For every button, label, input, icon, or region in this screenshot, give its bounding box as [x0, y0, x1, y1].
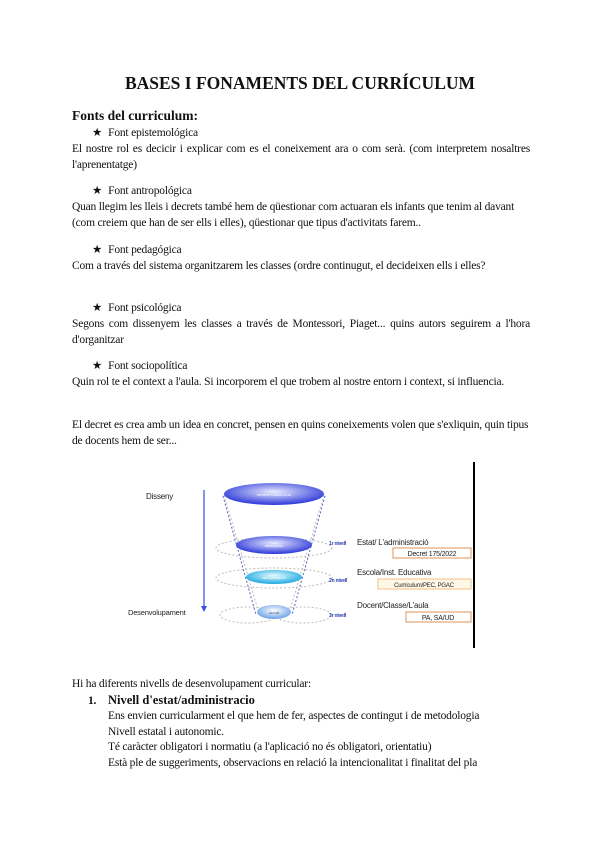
font-item — [72, 300, 530, 348]
level-line: Està ple de suggeriments, observacions en relació la intencionalitat i finalitat del pla — [108, 756, 478, 769]
section-heading: Fonts del curriculum: — [72, 108, 198, 123]
font-label-text: Font epistemológica — [108, 127, 198, 139]
level-line: Ens envien curricularment el que hem de fer, aspectes de contingut i de metodologia — [108, 710, 480, 722]
levels-list — [72, 693, 542, 772]
ellipse-label: DISSENY CURRICULAR — [256, 493, 292, 497]
list-number: 1. — [88, 694, 97, 707]
font-item — [72, 183, 530, 231]
level-name: Estat/ L'administració — [357, 538, 429, 547]
level-tag: 3r nivell — [329, 613, 347, 619]
level-name: Docent/Classe/L'aula — [357, 601, 429, 610]
star-bullet-icon: ★ — [92, 185, 103, 197]
font-text: Quan llegim les lleis i decrets també hem de qüestionar com actuaran els infants que tenim al davant (com creiem que han de ser ells i elles), qüestionar que tipus d'activitats farem.. — [72, 201, 515, 229]
level-name: Escola/Inst. Educativa — [357, 568, 432, 577]
star-bullet-icon: ★ — [92, 302, 103, 314]
star-bullet-icon: ★ — [92, 244, 103, 256]
level-tag: 1r nivell — [329, 541, 347, 547]
levels-section — [72, 677, 542, 771]
levels-intro: Hi ha diferents nivells de desenvolupament curricular: — [72, 678, 311, 690]
ellipse-label: PROGRAMACIÓ — [262, 576, 286, 580]
font-text: Quin rol te el context a l'aula. Si incorporem el que trobem al nostre entorn i context, si influencia. — [72, 376, 505, 388]
font-label-text: Font pedagógica — [108, 244, 182, 256]
document-title: BASES I FONAMENTS DEL CURRÍCULUM — [124, 73, 476, 93]
font-text: Com a través del sistema organitzarem les classes (ordre continugut, el decideixen ells i elles? — [72, 260, 486, 272]
font-label — [72, 125, 530, 141]
font-text: El nostre rol es decicir i explicar com es el coneixement ara o com serà. (com interpretem nosaltres l'aprenentatge) — [72, 143, 530, 171]
font-text: Segons com dissenyem les classes a través de Montessori, Piaget... quins autors seguirem a l'hora d'organitzar — [72, 318, 530, 346]
font-label — [72, 242, 530, 258]
level-tag: 2n nivell — [329, 578, 348, 584]
font-label — [72, 358, 530, 374]
star-bullet-icon: ★ — [92, 127, 103, 139]
font-label — [72, 300, 530, 316]
level-box: PA, SA/UD — [421, 615, 455, 622]
level-item-title — [88, 693, 542, 710]
font-item — [72, 242, 530, 274]
font-item — [72, 358, 530, 390]
decret-paragraph: El decret es crea amb un idea en concret, pensen en quins coneixements volen que s'exliquin, quin tipus de docents hem de ser... — [72, 419, 529, 447]
list-title: Nivell d'estat/administracio — [108, 692, 255, 707]
level-line: Té caràcter obligatori i normatiu (a l'aplicació no és obligatori, orientatiu) — [108, 741, 432, 753]
ellipse-label: ACCIÓ — [269, 611, 279, 615]
level-line: Nivell estatal i autonomic. — [108, 725, 224, 738]
font-label-text: Font sociopolítica — [108, 360, 188, 372]
level-box: Currículum/PEC, PGAC — [394, 583, 454, 589]
ellipse-label: PROGRAMA — [264, 544, 284, 548]
star-bullet-icon: ★ — [92, 360, 103, 372]
font-label-text: Font antropológica — [108, 185, 192, 197]
font-label — [72, 183, 530, 199]
level-box: Decret 175/2022 — [407, 551, 457, 558]
font-label-text: Font psicológica — [108, 302, 182, 314]
diagram-label-desenvolupament: Desenvolupament — [128, 608, 186, 617]
font-item — [72, 125, 530, 173]
diagram-label-disseny: Disseny — [146, 492, 174, 501]
curriculum-levels-diagram — [128, 460, 480, 652]
